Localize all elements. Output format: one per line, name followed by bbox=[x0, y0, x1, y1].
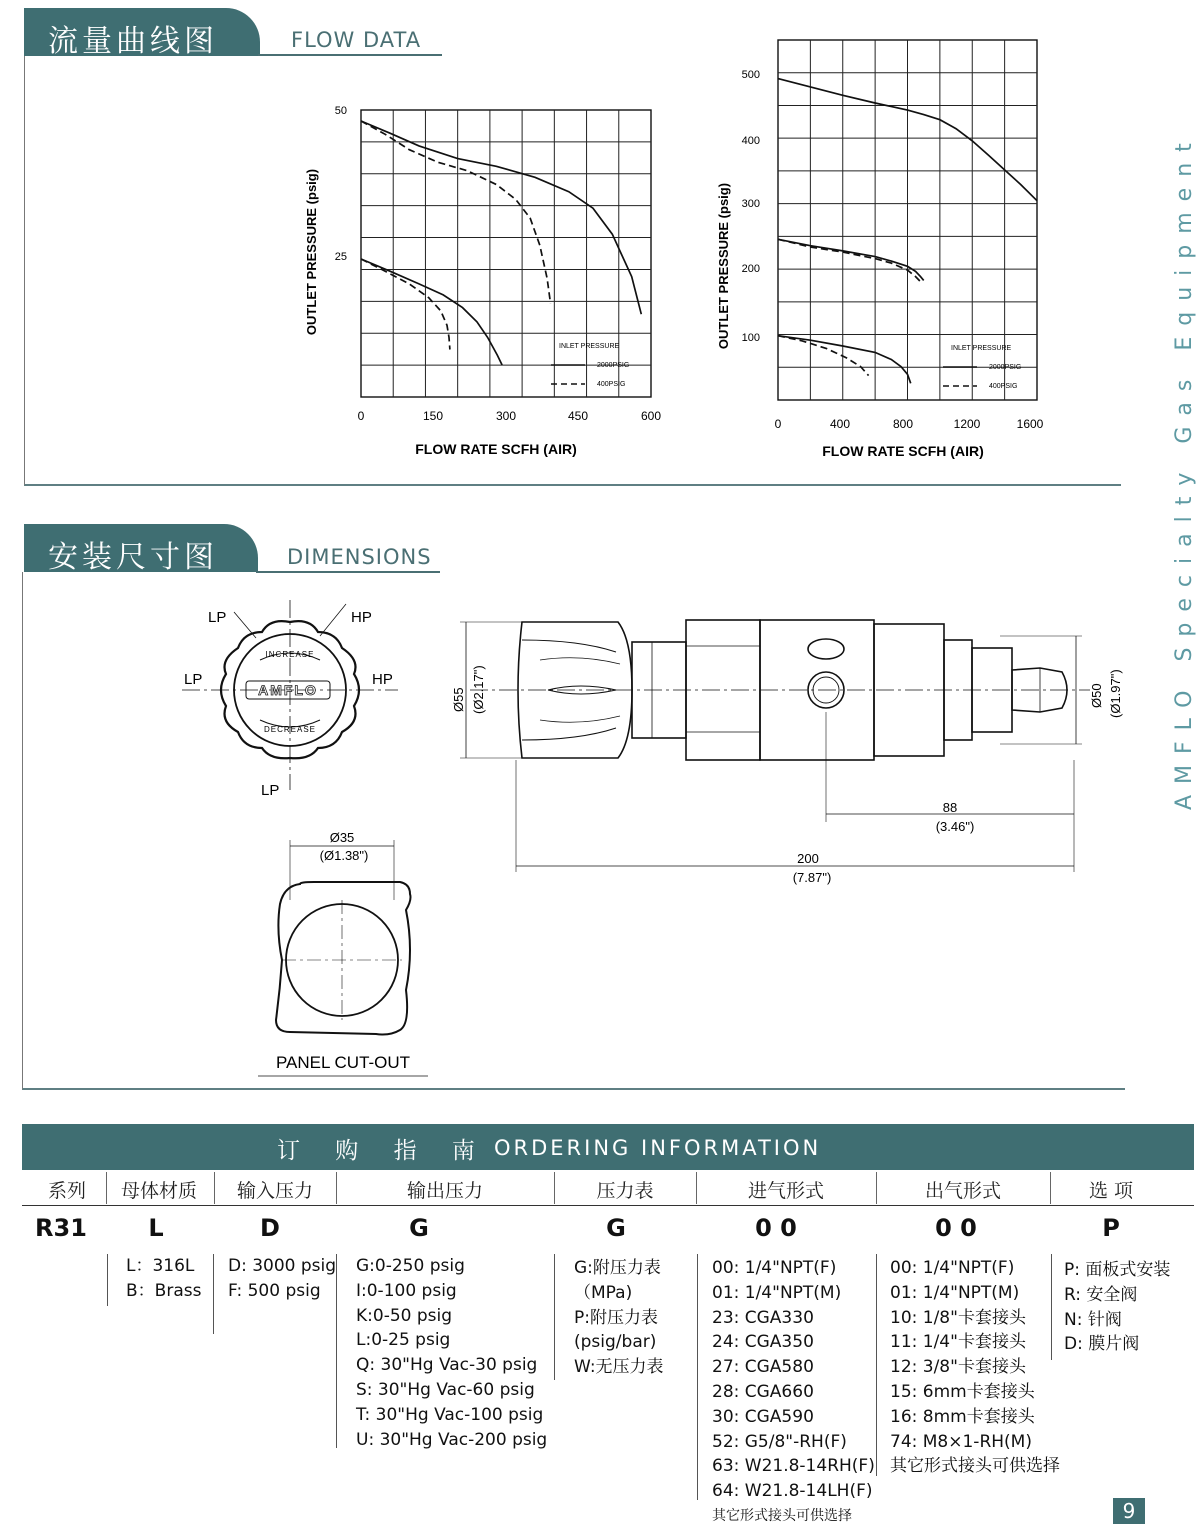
body-diameter-mm: Ø55 bbox=[451, 687, 466, 712]
series-line-2000psig bbox=[778, 239, 924, 280]
series-line-2000psig bbox=[778, 336, 911, 384]
code-outlet-connection: 0 0 bbox=[935, 1214, 977, 1242]
code-outlet-pressure: G bbox=[409, 1214, 429, 1242]
legend-entry: 2000PSIG bbox=[989, 364, 1022, 371]
knob-decrease-label: DECREASE bbox=[263, 725, 317, 734]
col-divider bbox=[554, 1172, 555, 1204]
col-divider bbox=[336, 1172, 337, 1204]
gauge-option: G:附压力表 bbox=[574, 1258, 661, 1278]
extra-option: R: 安全阀 bbox=[1064, 1284, 1138, 1305]
y-tick-label: 25 bbox=[334, 251, 347, 263]
option-divider bbox=[554, 1254, 555, 1380]
knob-increase-label: INCREASE bbox=[265, 650, 315, 659]
code-gauge: G bbox=[606, 1214, 626, 1242]
series-line-2000psig bbox=[361, 121, 641, 314]
outlet-pressure-option: G:0-250 psig bbox=[356, 1256, 465, 1276]
body-diameter-in: (Ø2.17") bbox=[471, 665, 486, 714]
material-option: B：Brass bbox=[126, 1280, 202, 1301]
options-inlet-pressure bbox=[228, 1254, 336, 1304]
col-header-options: 选 项 bbox=[1088, 1180, 1134, 1202]
x-tick-label: 0 bbox=[357, 409, 365, 423]
options-extras bbox=[1064, 1258, 1170, 1357]
inlet-connection-option: 01: 1/4"NPT(M) bbox=[712, 1282, 842, 1303]
x-tick-label: 600 bbox=[640, 409, 662, 423]
inlet-connection-option: 30: CGA590 bbox=[712, 1406, 814, 1427]
col-header-body-material: 母体材质 bbox=[120, 1180, 197, 1202]
col-divider bbox=[214, 1172, 215, 1204]
series-line-400psig bbox=[778, 239, 921, 281]
series-line-400psig bbox=[361, 259, 450, 350]
length-200-mm: 200 bbox=[797, 851, 819, 866]
legend-entry: 400PSIG bbox=[597, 381, 626, 388]
outlet-diameter-mm: Ø50 bbox=[1089, 683, 1104, 708]
outlet-connection-option: 12: 3/8"卡套接头 bbox=[890, 1357, 1026, 1378]
cutout-diameter-mm: Ø35 bbox=[329, 830, 355, 845]
outlet-connection-option: 10: 1/8"卡套接头 bbox=[890, 1307, 1026, 1328]
options-gauge bbox=[574, 1256, 664, 1380]
x-tick-label: 450 bbox=[567, 409, 589, 423]
ordering-en-title: ORDERING INFORMATION bbox=[494, 1136, 822, 1160]
outlet-pressure-option: L:0-25 psig bbox=[356, 1330, 451, 1351]
col-divider bbox=[106, 1172, 107, 1204]
inlet-connection-option: 64: W21.8-14LH(F) bbox=[712, 1481, 873, 1502]
gauge-option: （MPa) bbox=[574, 1282, 633, 1303]
code-series: R31 bbox=[35, 1214, 87, 1242]
ordering-cn-title: 订 购 指 南 bbox=[277, 1138, 489, 1164]
ordering-header-underline bbox=[22, 1205, 1194, 1206]
option-divider bbox=[213, 1254, 214, 1334]
inlet-connection-option: 27: CGA580 bbox=[712, 1357, 814, 1378]
knob-lp-top-label: LP bbox=[208, 609, 227, 626]
col-header-series: 系列 bbox=[47, 1180, 86, 1202]
inlet-connection-option: 其它形式接头可供选择 bbox=[712, 1507, 852, 1524]
inlet-connection-option: 28: CGA660 bbox=[712, 1381, 814, 1402]
col-header-inlet-connection: 进气形式 bbox=[747, 1180, 824, 1202]
knob-hp-right-label: HP bbox=[372, 671, 393, 688]
outlet-connection-option: 74: M8×1-RH(M) bbox=[890, 1431, 1032, 1452]
inlet-connection-option: 52: G5/8"-RH(F) bbox=[712, 1431, 847, 1452]
y-tick-label: 200 bbox=[741, 263, 760, 275]
outlet-connection-option: 其它形式接头可供选择 bbox=[890, 1456, 1060, 1477]
x-axis-label: FLOW RATE SCFH (AIR) bbox=[822, 443, 984, 459]
inlet-pressure-option: F: 500 psig bbox=[228, 1280, 321, 1301]
y-tick-label: 500 bbox=[741, 69, 760, 81]
extra-option: N: 针阀 bbox=[1064, 1309, 1122, 1330]
flow-section-en-title: FLOW DATA bbox=[291, 28, 422, 52]
length-88-in: (3.46") bbox=[935, 819, 975, 834]
code-inlet-pressure: D bbox=[260, 1214, 280, 1242]
dimensions-section-en-title: DIMENSIONS bbox=[287, 545, 432, 569]
outlet-connection-option: 11: 1/4"卡套接头 bbox=[890, 1332, 1026, 1353]
x-tick-label: 1600 bbox=[1016, 417, 1044, 431]
flow-chart-left bbox=[304, 105, 661, 457]
side-brand-text: AMFLO Specialty Gas Equipment bbox=[1172, 132, 1197, 810]
option-divider bbox=[107, 1254, 108, 1306]
flow-charts bbox=[0, 0, 1200, 500]
gauge-option: W:无压力表 bbox=[574, 1357, 664, 1378]
plot-frame bbox=[361, 110, 651, 397]
gauge-option: (psig/bar) bbox=[574, 1332, 657, 1353]
code-inlet-connection: 0 0 bbox=[755, 1214, 797, 1242]
col-divider bbox=[876, 1172, 877, 1204]
outlet-pressure-option: I:0-100 psig bbox=[356, 1280, 457, 1301]
knob-lp-bottom-label: LP bbox=[261, 782, 280, 799]
outlet-connection-option: 16: 8mm卡套接头 bbox=[890, 1406, 1035, 1427]
inlet-pressure-option: D: 3000 psig bbox=[228, 1256, 337, 1276]
outlet-pressure-option: S: 30"Hg Vac-60 psig bbox=[356, 1379, 535, 1400]
legend-entry: 2000PSIG bbox=[597, 362, 630, 369]
dimensions-section-cn-title: 安装尺寸图 bbox=[48, 540, 218, 575]
length-88-mm: 88 bbox=[942, 800, 958, 815]
outlet-pressure-option: T: 30"Hg Vac-100 psig bbox=[356, 1404, 544, 1425]
col-divider bbox=[696, 1172, 697, 1204]
outlet-connection-option: 15: 6mm卡套接头 bbox=[890, 1381, 1035, 1402]
material-option: L：316L bbox=[126, 1256, 195, 1276]
gauge-option: P:附压力表 bbox=[574, 1307, 658, 1328]
page-number: 9 bbox=[1113, 1498, 1145, 1524]
knob-lp-left-label: LP bbox=[184, 671, 203, 688]
flow-chart-right bbox=[716, 40, 1044, 459]
inlet-connection-option: 63: W21.8-14RH(F) bbox=[712, 1456, 875, 1477]
inlet-connection-option: 23: CGA330 bbox=[712, 1307, 814, 1328]
y-tick-label: 50 bbox=[334, 105, 347, 117]
inlet-connection-option: 24: CGA350 bbox=[712, 1332, 814, 1353]
code-body-material: L bbox=[148, 1214, 164, 1242]
options-outlet-pressure bbox=[356, 1254, 547, 1452]
ordering-header-bar bbox=[22, 1124, 1194, 1170]
y-tick-label: 300 bbox=[741, 198, 760, 210]
options-body-material bbox=[126, 1254, 201, 1304]
length-200-in: (7.87") bbox=[792, 870, 832, 885]
options-outlet-connection bbox=[890, 1256, 1060, 1479]
y-axis-label: OUTLET PRESSURE (psig) bbox=[716, 182, 731, 350]
x-tick-label: 300 bbox=[495, 409, 517, 423]
extra-option: P: 面板式安装 bbox=[1064, 1260, 1171, 1280]
y-axis-label: OUTLET PRESSURE (psig) bbox=[304, 168, 319, 336]
col-header-gauge: 压力表 bbox=[596, 1180, 654, 1202]
outlet-diameter-in: (Ø1.97") bbox=[1108, 669, 1123, 718]
code-options: P bbox=[1102, 1214, 1120, 1242]
outlet-pressure-option: K:0-50 psig bbox=[356, 1305, 453, 1326]
option-divider bbox=[336, 1254, 337, 1448]
x-tick-label: 0 bbox=[774, 417, 782, 431]
col-divider bbox=[1050, 1172, 1051, 1204]
regulator-side-view bbox=[258, 620, 1090, 1076]
knob-brand-label: AMFLO bbox=[258, 682, 318, 698]
col-header-outlet-pressure: 输出压力 bbox=[406, 1180, 483, 1202]
legend-title: INLET PRESSURE bbox=[559, 343, 620, 350]
series-line-2000psig bbox=[361, 259, 502, 365]
cutout-diameter-in: (Ø1.38") bbox=[319, 848, 369, 863]
dimensions-section-tab bbox=[24, 524, 258, 575]
options-inlet-connection bbox=[712, 1256, 875, 1529]
x-tick-label: 150 bbox=[422, 409, 444, 423]
panel-cutout-label: PANEL CUT-OUT bbox=[275, 1053, 411, 1072]
option-divider bbox=[697, 1254, 698, 1500]
outlet-connection-option: 00: 1/4"NPT(F) bbox=[890, 1258, 1015, 1278]
option-divider bbox=[876, 1254, 877, 1476]
y-tick-label: 400 bbox=[741, 135, 760, 147]
inlet-connection-option: 00: 1/4"NPT(F) bbox=[712, 1258, 837, 1278]
x-tick-label: 800 bbox=[892, 417, 914, 431]
x-tick-label: 400 bbox=[829, 417, 851, 431]
dimension-drawing bbox=[0, 580, 1200, 1080]
extra-option: D: 膜片阀 bbox=[1064, 1334, 1140, 1355]
col-header-inlet-pressure: 输入压力 bbox=[236, 1180, 313, 1202]
flow-section-cn-title: 流量曲线图 bbox=[48, 24, 218, 59]
outlet-pressure-option: U: 30"Hg Vac-200 psig bbox=[356, 1429, 548, 1450]
outlet-connection-option: 01: 1/4"NPT(M) bbox=[890, 1282, 1020, 1303]
legend-title: INLET PRESSURE bbox=[951, 345, 1012, 352]
col-header-outlet-connection: 出气形式 bbox=[924, 1180, 1001, 1202]
x-axis-label: FLOW RATE SCFH (AIR) bbox=[415, 441, 577, 457]
legend-entry: 400PSIG bbox=[989, 383, 1018, 390]
y-tick-label: 100 bbox=[741, 332, 760, 344]
outlet-pressure-option: Q: 30"Hg Vac-30 psig bbox=[356, 1355, 538, 1376]
knob-hp-top-label: HP bbox=[351, 609, 372, 626]
x-tick-label: 1200 bbox=[953, 417, 981, 431]
